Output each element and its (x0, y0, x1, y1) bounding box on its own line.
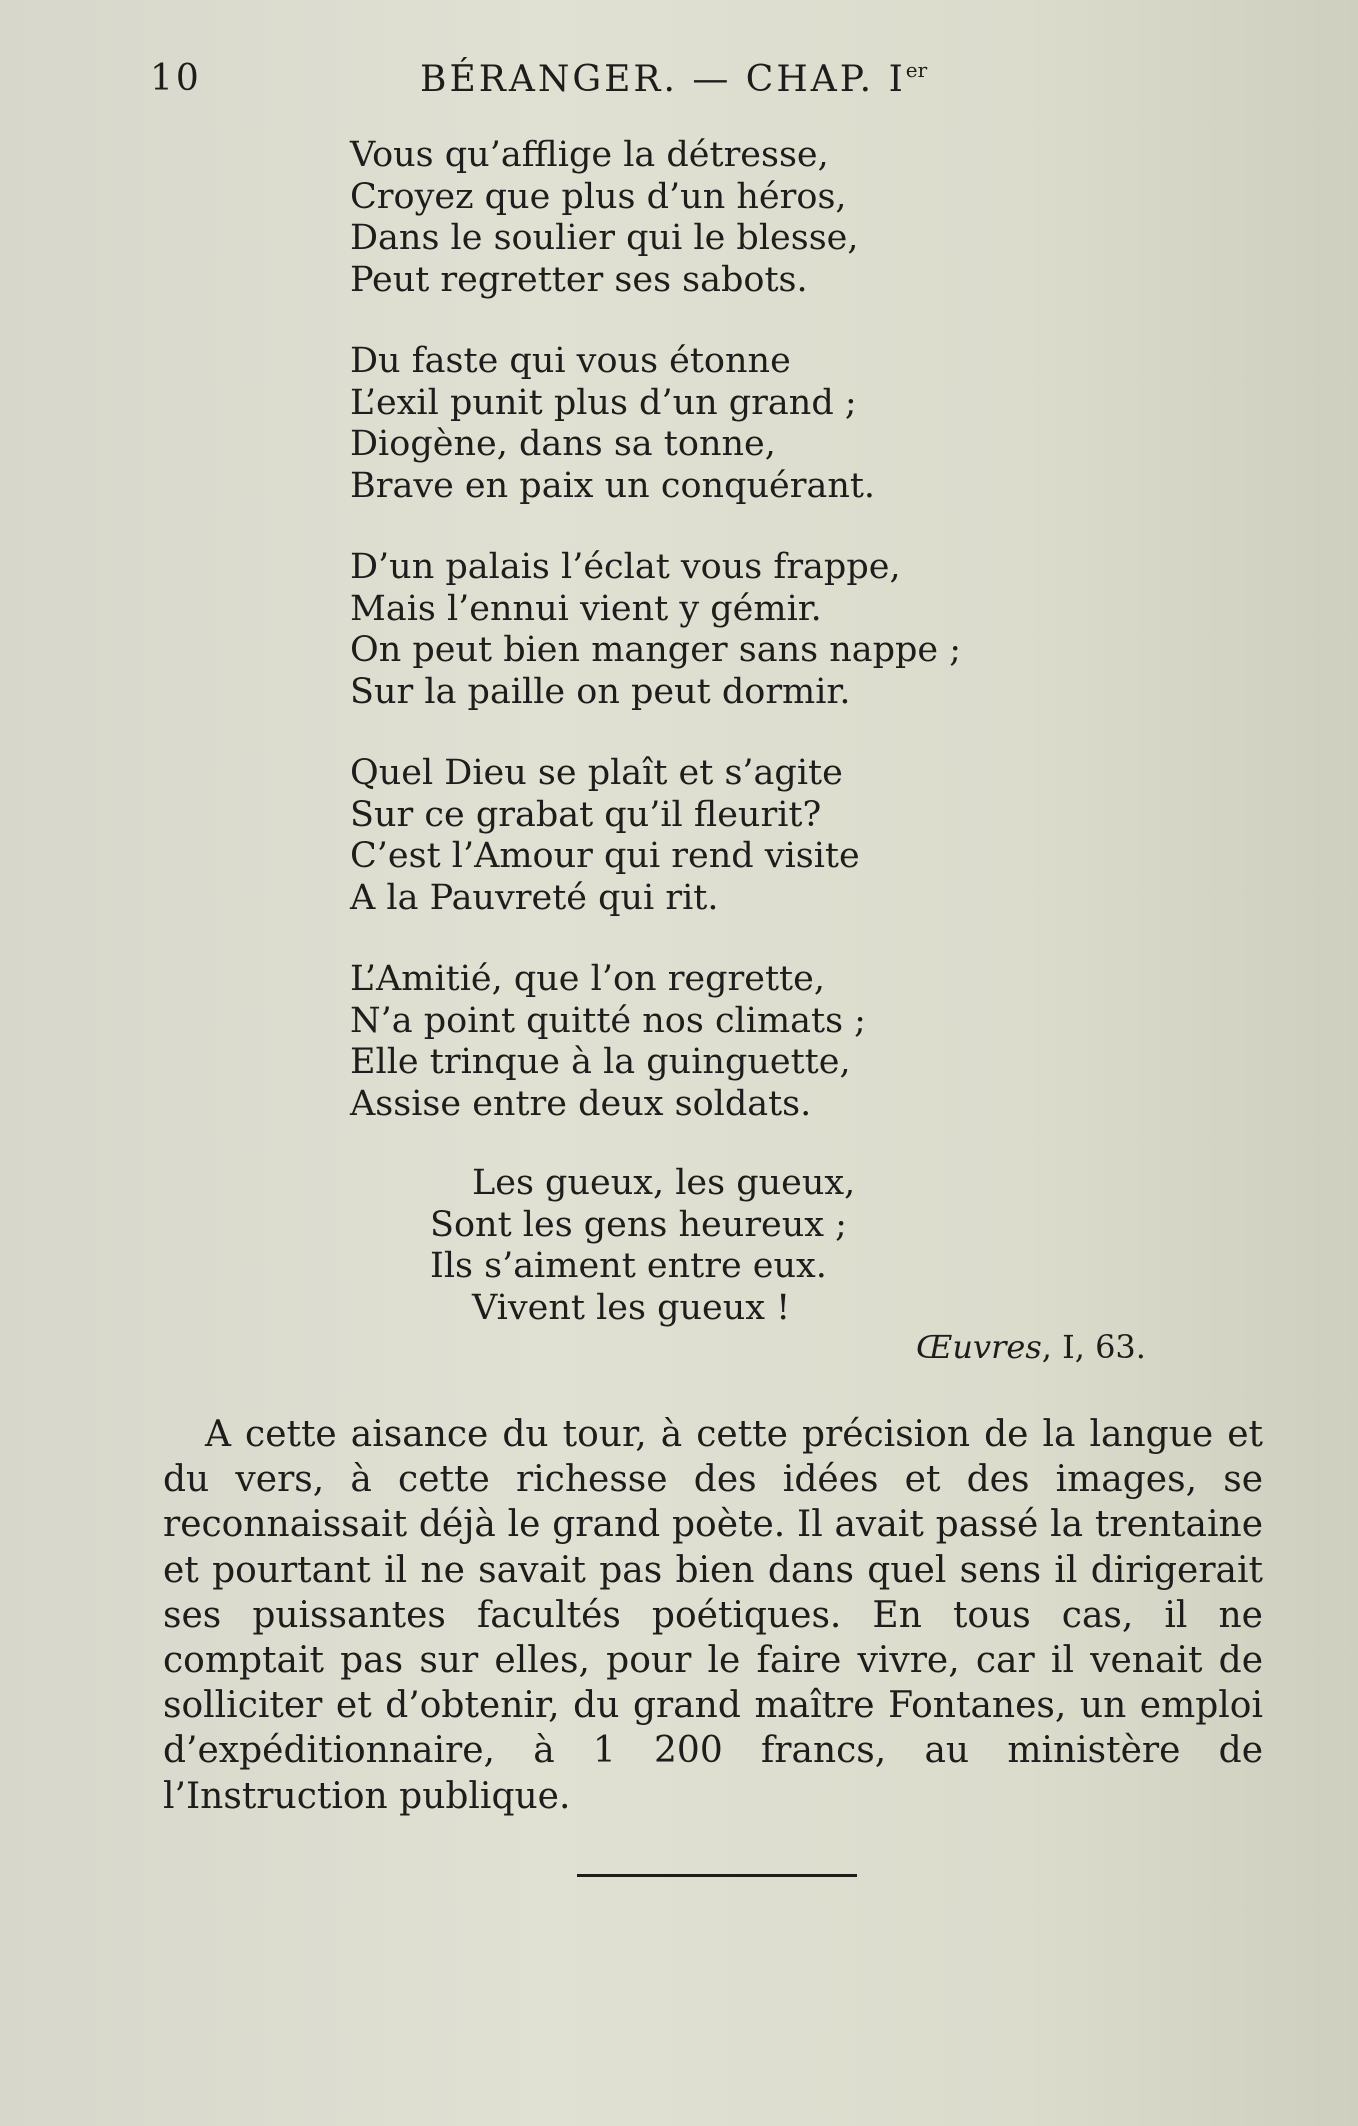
body-paragraph: A cette aisance du tour, à cette précision de la langue et du vers, à cette richesse des idées et des images, se reconnaissait déjà le grand poète. Il avait passé la trentaine et pourtant il ne savait pas bien dans quel sens il dirigerait ses puissantes facultés poétiques. En tous cas, il ne comptait pas sur elles, pour le faire vivre, car il venait de solliciter et d’obtenir, du grand maître Fontanes, un emploi d’expéditionnaire, à 1 200 francs, au ministère de l’Instruction publique. (163, 1414, 1263, 1817)
section-rule (577, 1874, 857, 1877)
poem-line: Elle trinque à la guinguette, (350, 1042, 851, 1082)
chapter-title-text: BÉRANGER. — CHAP. I (420, 59, 906, 100)
poem-line: Peut regretter ses sabots. (350, 259, 808, 300)
poem-line: N’a point quitté nos climats ; (350, 1000, 866, 1041)
poem-line: Sur la paille on peut dormir. (350, 671, 851, 712)
poem-line: Vous qu’afflige la détresse, (350, 135, 829, 175)
source-citation (916, 1328, 1146, 1366)
poem-line: Du faste qui vous étonne (350, 341, 791, 381)
poem-line: L’Amitié, que l’on regrette, (350, 959, 825, 999)
refrain-line: Les gueux, les gueux, (472, 1163, 856, 1203)
poem-line: Croyez que plus d’un héros, (350, 176, 847, 217)
poem-line: Assise entre deux soldats. (350, 1083, 812, 1124)
source-reference: , I, 63. (1041, 1328, 1146, 1366)
poem-line: Sur ce grabat qu’il fleurit? (350, 794, 822, 835)
stanza-2 (350, 341, 1070, 507)
poem-line: D’un palais l’éclat vous frappe, (350, 547, 901, 587)
poem-line: Mais l’ennui vient y gémir. (350, 588, 822, 629)
poem-line: Diogène, dans sa tonne, (350, 424, 776, 464)
refrain (430, 1163, 930, 1329)
refrain-line: Vivent les gueux ! (472, 1287, 791, 1328)
poem-line: A la Pauvreté qui rit. (350, 877, 719, 918)
poem-line: On peut bien manger sans nappe ; (350, 630, 962, 670)
stanza-1 (350, 135, 1070, 301)
stanza-3 (350, 547, 1070, 713)
chapter-title (420, 58, 927, 100)
stanza-4 (350, 753, 1070, 919)
poem (350, 135, 1070, 1165)
page-number: 10 (150, 58, 202, 99)
poem-line: C’est l’Amour qui rend visite (350, 836, 860, 876)
poem-line: Brave en paix un conquérant. (350, 465, 876, 506)
running-head (150, 58, 1250, 108)
chapter-superscript: er (905, 58, 928, 82)
poem-line: Dans le soulier qui le blesse, (350, 218, 859, 258)
refrain-line: Ils s’aiment entre eux. (430, 1246, 827, 1286)
stanza-5 (350, 959, 1070, 1125)
poem-line: L’exil punit plus d’un grand ; (350, 382, 857, 423)
poem-line: Quel Dieu se plaît et s’agite (350, 753, 843, 793)
refrain-line: Sont les gens heureux ; (430, 1204, 847, 1245)
source-work: Œuvres (916, 1328, 1042, 1366)
